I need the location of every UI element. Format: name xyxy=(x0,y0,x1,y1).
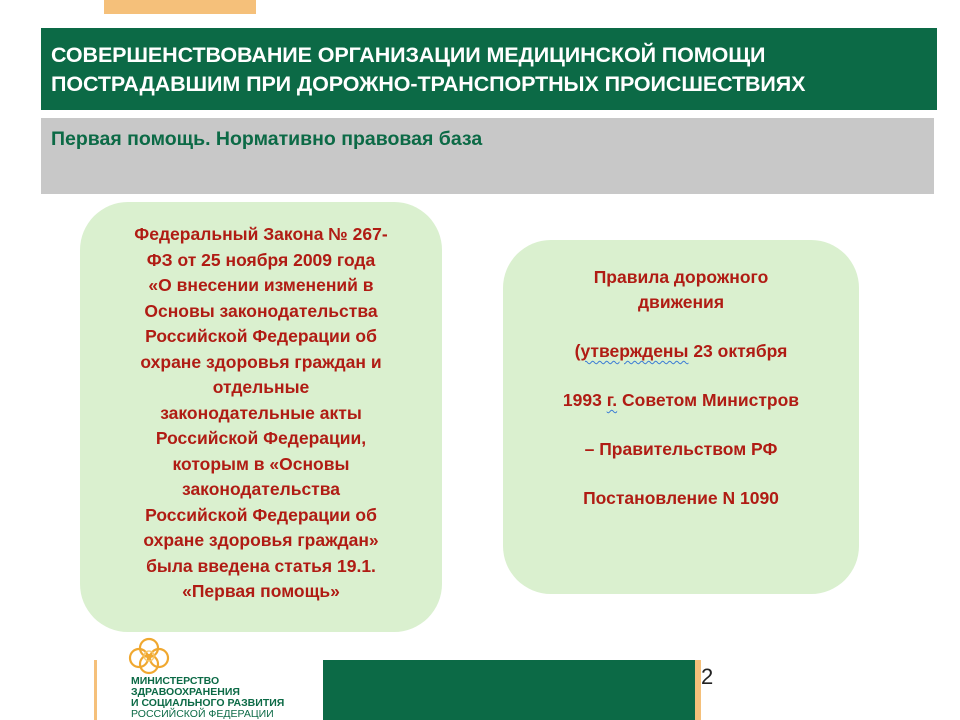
law-line: «О внесении изменений в xyxy=(148,275,374,295)
ministry-line-4: РОССИЙСКОЙ ФЕДЕРАЦИИ xyxy=(131,708,274,720)
law-line: охране здоровья граждан и xyxy=(140,351,382,372)
top-accent-bar xyxy=(104,0,256,14)
rules-title-line-2: движения xyxy=(637,292,725,312)
traffic-rules-bubble xyxy=(503,240,859,594)
rules-title-line-1: Правила дорожного xyxy=(593,267,769,287)
law-line: Основы законодательства xyxy=(144,300,378,321)
law-line: законодательства xyxy=(181,479,341,499)
spellcheck-underline-word: утверждены xyxy=(580,341,689,361)
law-line: законодательные акты xyxy=(160,402,362,423)
law-line: охране здоровья граждан» xyxy=(143,530,379,550)
title-line-1: СОВЕРШЕНСТВОВАНИЕ ОРГАНИЗАЦИИ МЕДИЦИНСКОЙ ПОМОЩИ xyxy=(51,43,766,67)
title-line-2: ПОСТРАДАВШИМ ПРИ ДОРОЖНО-ТРАНСПОРТНЫХ ПРОИСШЕСТВИЯХ xyxy=(51,72,806,96)
rules-approval-line: (утверждены 23 октября xyxy=(574,341,788,361)
rules-year-line: 1993 г. Советом Министров xyxy=(562,390,800,410)
footer-divider xyxy=(94,660,97,720)
ministry-line-1: МИНИСТЕРСТВО xyxy=(131,675,220,687)
subtitle-bar xyxy=(41,118,934,194)
ministry-emblem-icon xyxy=(125,636,173,678)
footer-green-bar xyxy=(323,660,695,720)
law-line: Российской Федерации, xyxy=(155,428,367,448)
subtitle-text: Первая помощь. Нормативно правовая база xyxy=(51,128,483,150)
ministry-name xyxy=(131,676,284,720)
law-line: Российской Федерации об xyxy=(145,326,377,346)
ministry-line-2: ЗДРАВООХРАНЕНИЯ xyxy=(131,686,240,698)
page-number: 2 xyxy=(701,664,714,689)
rules-decree-line: Постановление N 1090 xyxy=(583,488,779,508)
law-line: Российской Федерации об xyxy=(145,504,377,525)
title-banner xyxy=(41,28,937,110)
rules-government-line: – Правительством РФ xyxy=(584,439,778,459)
law-line: отдельные xyxy=(212,377,310,397)
ministry-line-3: И СОЦИАЛЬНОГО РАЗВИТИЯ xyxy=(131,697,285,709)
law-line: «Первая помощь» xyxy=(182,581,340,601)
law-line: которым в «Основы xyxy=(172,453,350,474)
spellcheck-underline-abbrev: г. xyxy=(606,390,618,410)
law-line: Федеральный Закона № 267- xyxy=(134,224,388,244)
law-line: ФЗ от 25 ноября 2009 года xyxy=(146,249,376,270)
federal-law-bubble xyxy=(80,202,442,632)
law-line: была введена статья 19.1. xyxy=(146,555,376,576)
